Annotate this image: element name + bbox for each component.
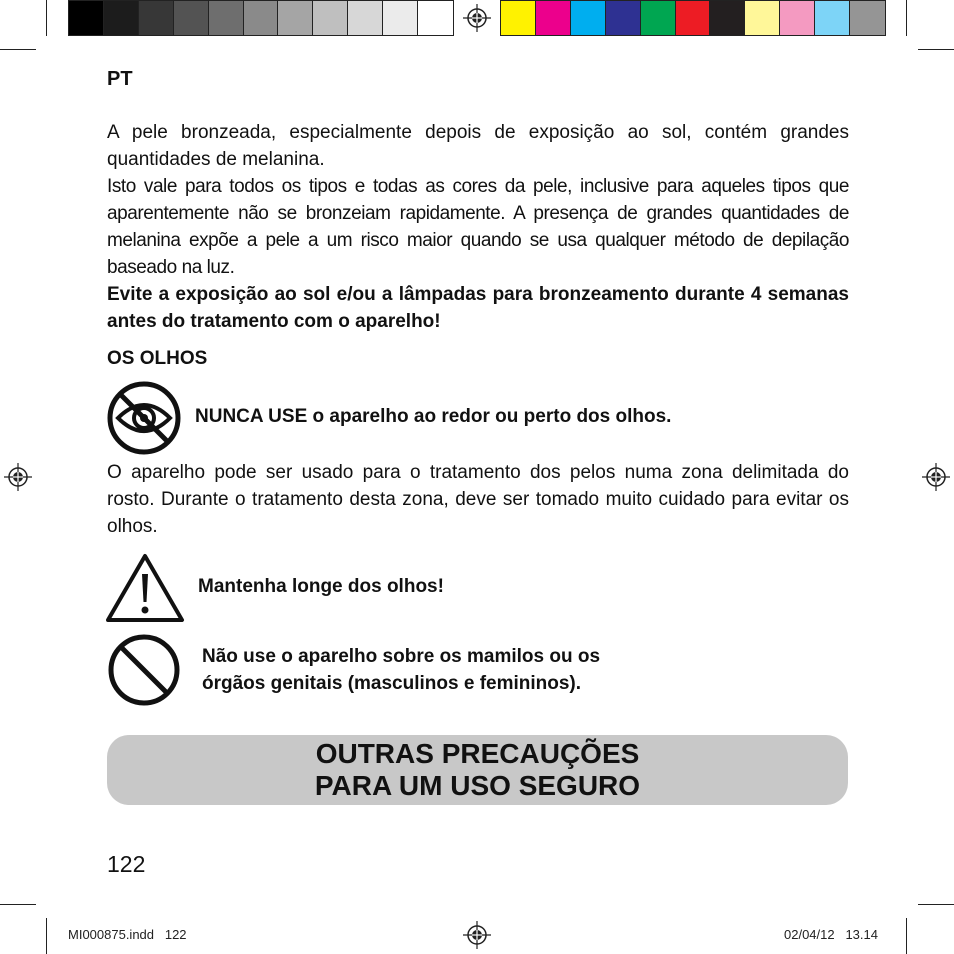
warning-triangle-icon <box>104 552 186 624</box>
registration-mark-icon <box>922 463 950 491</box>
footer-file-name: MI000875.indd 122 <box>68 927 187 942</box>
no-eye-icon <box>106 380 182 456</box>
crop-mark-top-right-v <box>906 0 907 36</box>
crop-mark-bottom-left-h <box>0 904 36 905</box>
color-swatch <box>418 1 453 35</box>
crop-mark-bottom-right-h <box>918 904 954 905</box>
grayscale-bar <box>68 0 454 36</box>
registration-mark-icon <box>463 4 491 32</box>
color-swatch <box>209 1 244 35</box>
color-swatch <box>815 1 850 35</box>
color-swatch <box>641 1 676 35</box>
color-swatch <box>606 1 641 35</box>
color-swatch <box>501 1 536 35</box>
color-swatch <box>313 1 348 35</box>
banner-title-line2: PARA UM USO SEGURO <box>314 770 641 801</box>
crop-mark-bottom-right-v <box>906 918 907 954</box>
color-swatch <box>139 1 174 35</box>
color-swatch <box>745 1 780 35</box>
eye-warning-text: NUNCA USE o aparelho ao redor ou perto dos olhos. <box>195 406 672 427</box>
paragraph-skin-types: Isto vale para todos os tipos e todas as cores da pele, inclusive para aqueles tipos que aparentemente não se bronzeiam rapidamente. A presença de grandes quantidades de melanina expõe a pele a um risco maior quando se usa qualquer método de depilação baseado na luz. <box>107 176 849 278</box>
paragraph-tanned-skin: A pele bronzeada, especialmente depois de exposição ao sol, contém grandes quantidades de melanina. <box>107 122 849 170</box>
crop-mark-top-left-h <box>0 49 36 50</box>
color-swatch <box>104 1 139 35</box>
color-swatch <box>174 1 209 35</box>
crop-mark-top-right-h <box>918 49 954 50</box>
no-use-text-line1: Não use o aparelho sobre os mamilos ou os <box>202 646 601 667</box>
color-swatch <box>780 1 815 35</box>
footer-date-time: 02/04/12 13.14 <box>784 927 878 942</box>
language-label: PT <box>107 68 133 90</box>
eyes-heading: OS OLHOS <box>107 348 208 369</box>
no-use-text-line2: órgãos genitais (masculinos e femininos). <box>202 673 582 694</box>
color-swatch <box>278 1 313 35</box>
color-swatch <box>383 1 418 35</box>
color-swatch <box>676 1 711 35</box>
color-bar <box>500 0 886 36</box>
paragraph-sun-warning: Evite a exposição ao sol e/ou a lâmpadas para bronzeamento durante 4 semanas antes do tratamento com o aparelho! <box>107 284 849 332</box>
registration-mark-icon <box>463 921 491 949</box>
keep-away-text: Mantenha longe dos olhos! <box>198 576 444 597</box>
page-number: 122 <box>107 851 146 877</box>
paragraph-face-zone: O aparelho pode ser usado para o tratamento dos pelos numa zona delimitada do rosto. Durante o tratamento desta zona, deve ser tomado muito cuidado para evitar os olhos. <box>107 462 849 537</box>
prohibition-icon <box>106 632 182 708</box>
color-swatch <box>69 1 104 35</box>
color-swatch <box>710 1 745 35</box>
color-swatch <box>244 1 279 35</box>
color-swatch <box>536 1 571 35</box>
crop-mark-top-left-v <box>46 0 47 36</box>
crop-mark-bottom-left-v <box>46 918 47 954</box>
banner-title-line1: OUTRAS PRECAUÇÕES <box>315 738 640 769</box>
color-swatch <box>571 1 606 35</box>
color-swatch <box>850 1 885 35</box>
section-banner <box>107 735 848 805</box>
registration-mark-icon <box>4 463 32 491</box>
color-swatch <box>348 1 383 35</box>
